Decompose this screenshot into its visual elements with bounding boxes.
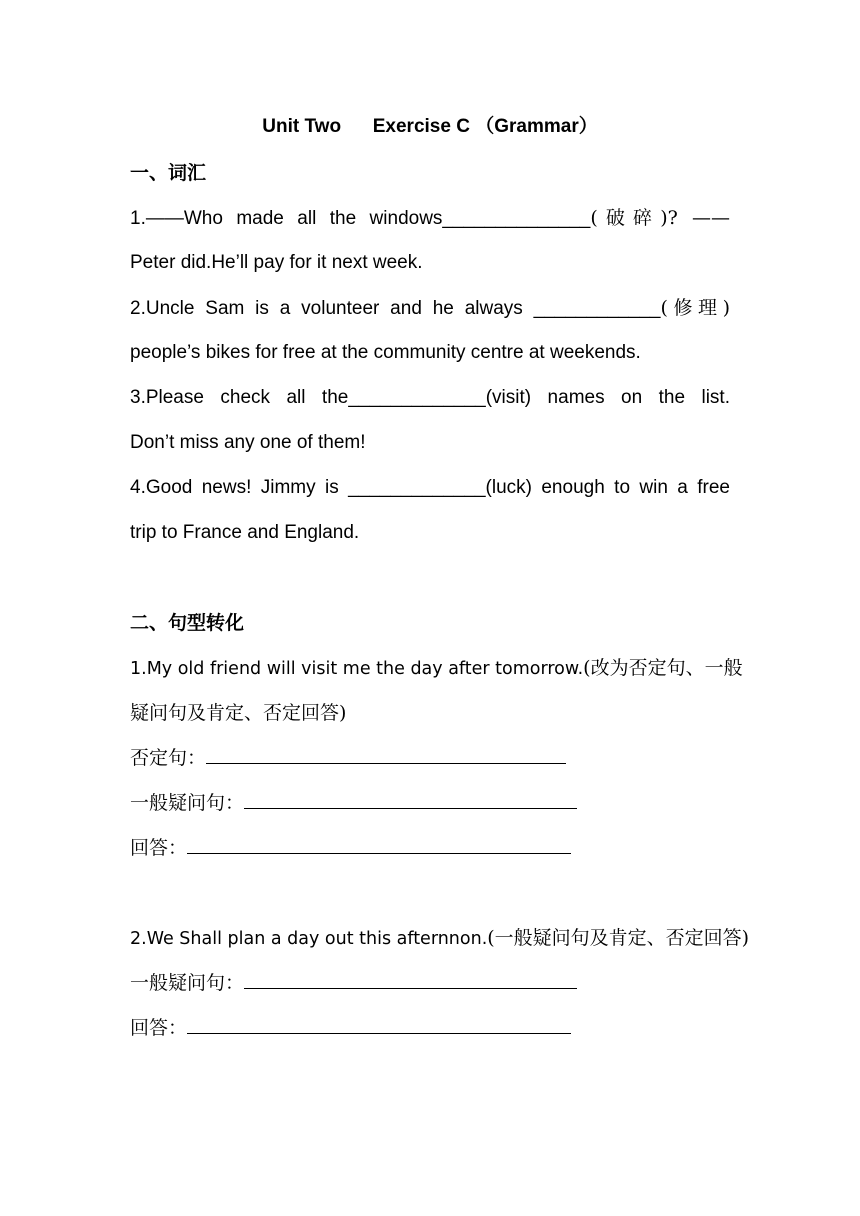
q2-question-row (130, 970, 577, 996)
vocab-item-4-line2: trip to France and England. (130, 522, 360, 543)
q2-question-answer-line[interactable] (244, 970, 577, 989)
q1-question-answer-line[interactable] (244, 790, 577, 809)
q1-question-row (130, 790, 577, 816)
vocab-item-1-text: 1.——Who made all the windows (130, 208, 443, 229)
q1-negative-row (130, 745, 566, 771)
title-exercise: Exercise C (372, 116, 470, 137)
vocab-item-3-line1 (130, 385, 730, 411)
vocab-item-3-line2: Don’t miss any one of them! (130, 432, 366, 453)
q1-reply-row (130, 835, 571, 861)
vocab-item-1-line1 (130, 205, 730, 232)
q1-reply-label: 回答： (130, 837, 188, 859)
transform-q2-text: 2.We Shall plan a day out this afternnon. (130, 929, 488, 949)
q2-reply-label: 回答： (130, 1017, 188, 1039)
vocab-item-2-blank[interactable]: ____________ (533, 298, 661, 319)
transform-q1-instruction: (改为否定句、一般 (583, 657, 743, 679)
section1-heading: 一、词汇 (130, 162, 207, 184)
vocab-item-3-hint: (visit) names on the list. (485, 387, 730, 408)
page-title (0, 114, 860, 140)
q1-reply-answer-line[interactable] (187, 835, 571, 854)
title-topic: （Grammar） (475, 116, 598, 137)
vocab-item-2-line1 (130, 295, 730, 322)
vocab-item-4-text: 4.Good news! Jimmy is (130, 477, 339, 498)
q2-question-label: 一般疑问句： (130, 972, 245, 994)
vocab-item-2-text: 2.Uncle Sam is a volunteer and he always (130, 298, 523, 319)
q2-reply-answer-line[interactable] (187, 1015, 571, 1034)
vocab-item-3-blank[interactable]: _____________ (348, 387, 486, 408)
vocab-item-2-hint: (修理) (660, 297, 731, 319)
vocab-item-3-text: 3.Please check all the (130, 387, 349, 408)
vocab-item-1-line2: Peter did.He’ll pay for it next week. (130, 252, 423, 273)
vocab-item-4-hint: (luck) enough to win a free (485, 477, 731, 498)
q2-reply-row (130, 1015, 571, 1041)
vocab-item-2-line2: people’s bikes for free at the community centre at weekends. (130, 342, 641, 363)
vocab-item-4-blank[interactable]: _____________ (348, 477, 486, 498)
transform-q2-instruction: (一般疑问句及肯定、否定回答) (487, 927, 750, 949)
transform-q2-line1 (130, 925, 750, 952)
vocab-item-1-hint: (破碎)? —— (590, 207, 730, 229)
vocab-item-4-line1 (130, 475, 730, 501)
vocab-item-1-blank[interactable]: ______________ (442, 208, 591, 229)
transform-q1-line1 (130, 655, 743, 682)
transform-q1-line2: 疑问句及肯定、否定回答) (130, 702, 347, 724)
q1-negative-answer-line[interactable] (206, 745, 566, 764)
q1-question-label: 一般疑问句： (130, 792, 245, 814)
transform-q1-text: 1.My old friend will visit me the day after tomorrow. (130, 659, 584, 679)
section2-heading: 二、句型转化 (130, 612, 245, 634)
q1-negative-label: 否定句： (130, 747, 207, 769)
title-unit: Unit Two (262, 116, 342, 137)
